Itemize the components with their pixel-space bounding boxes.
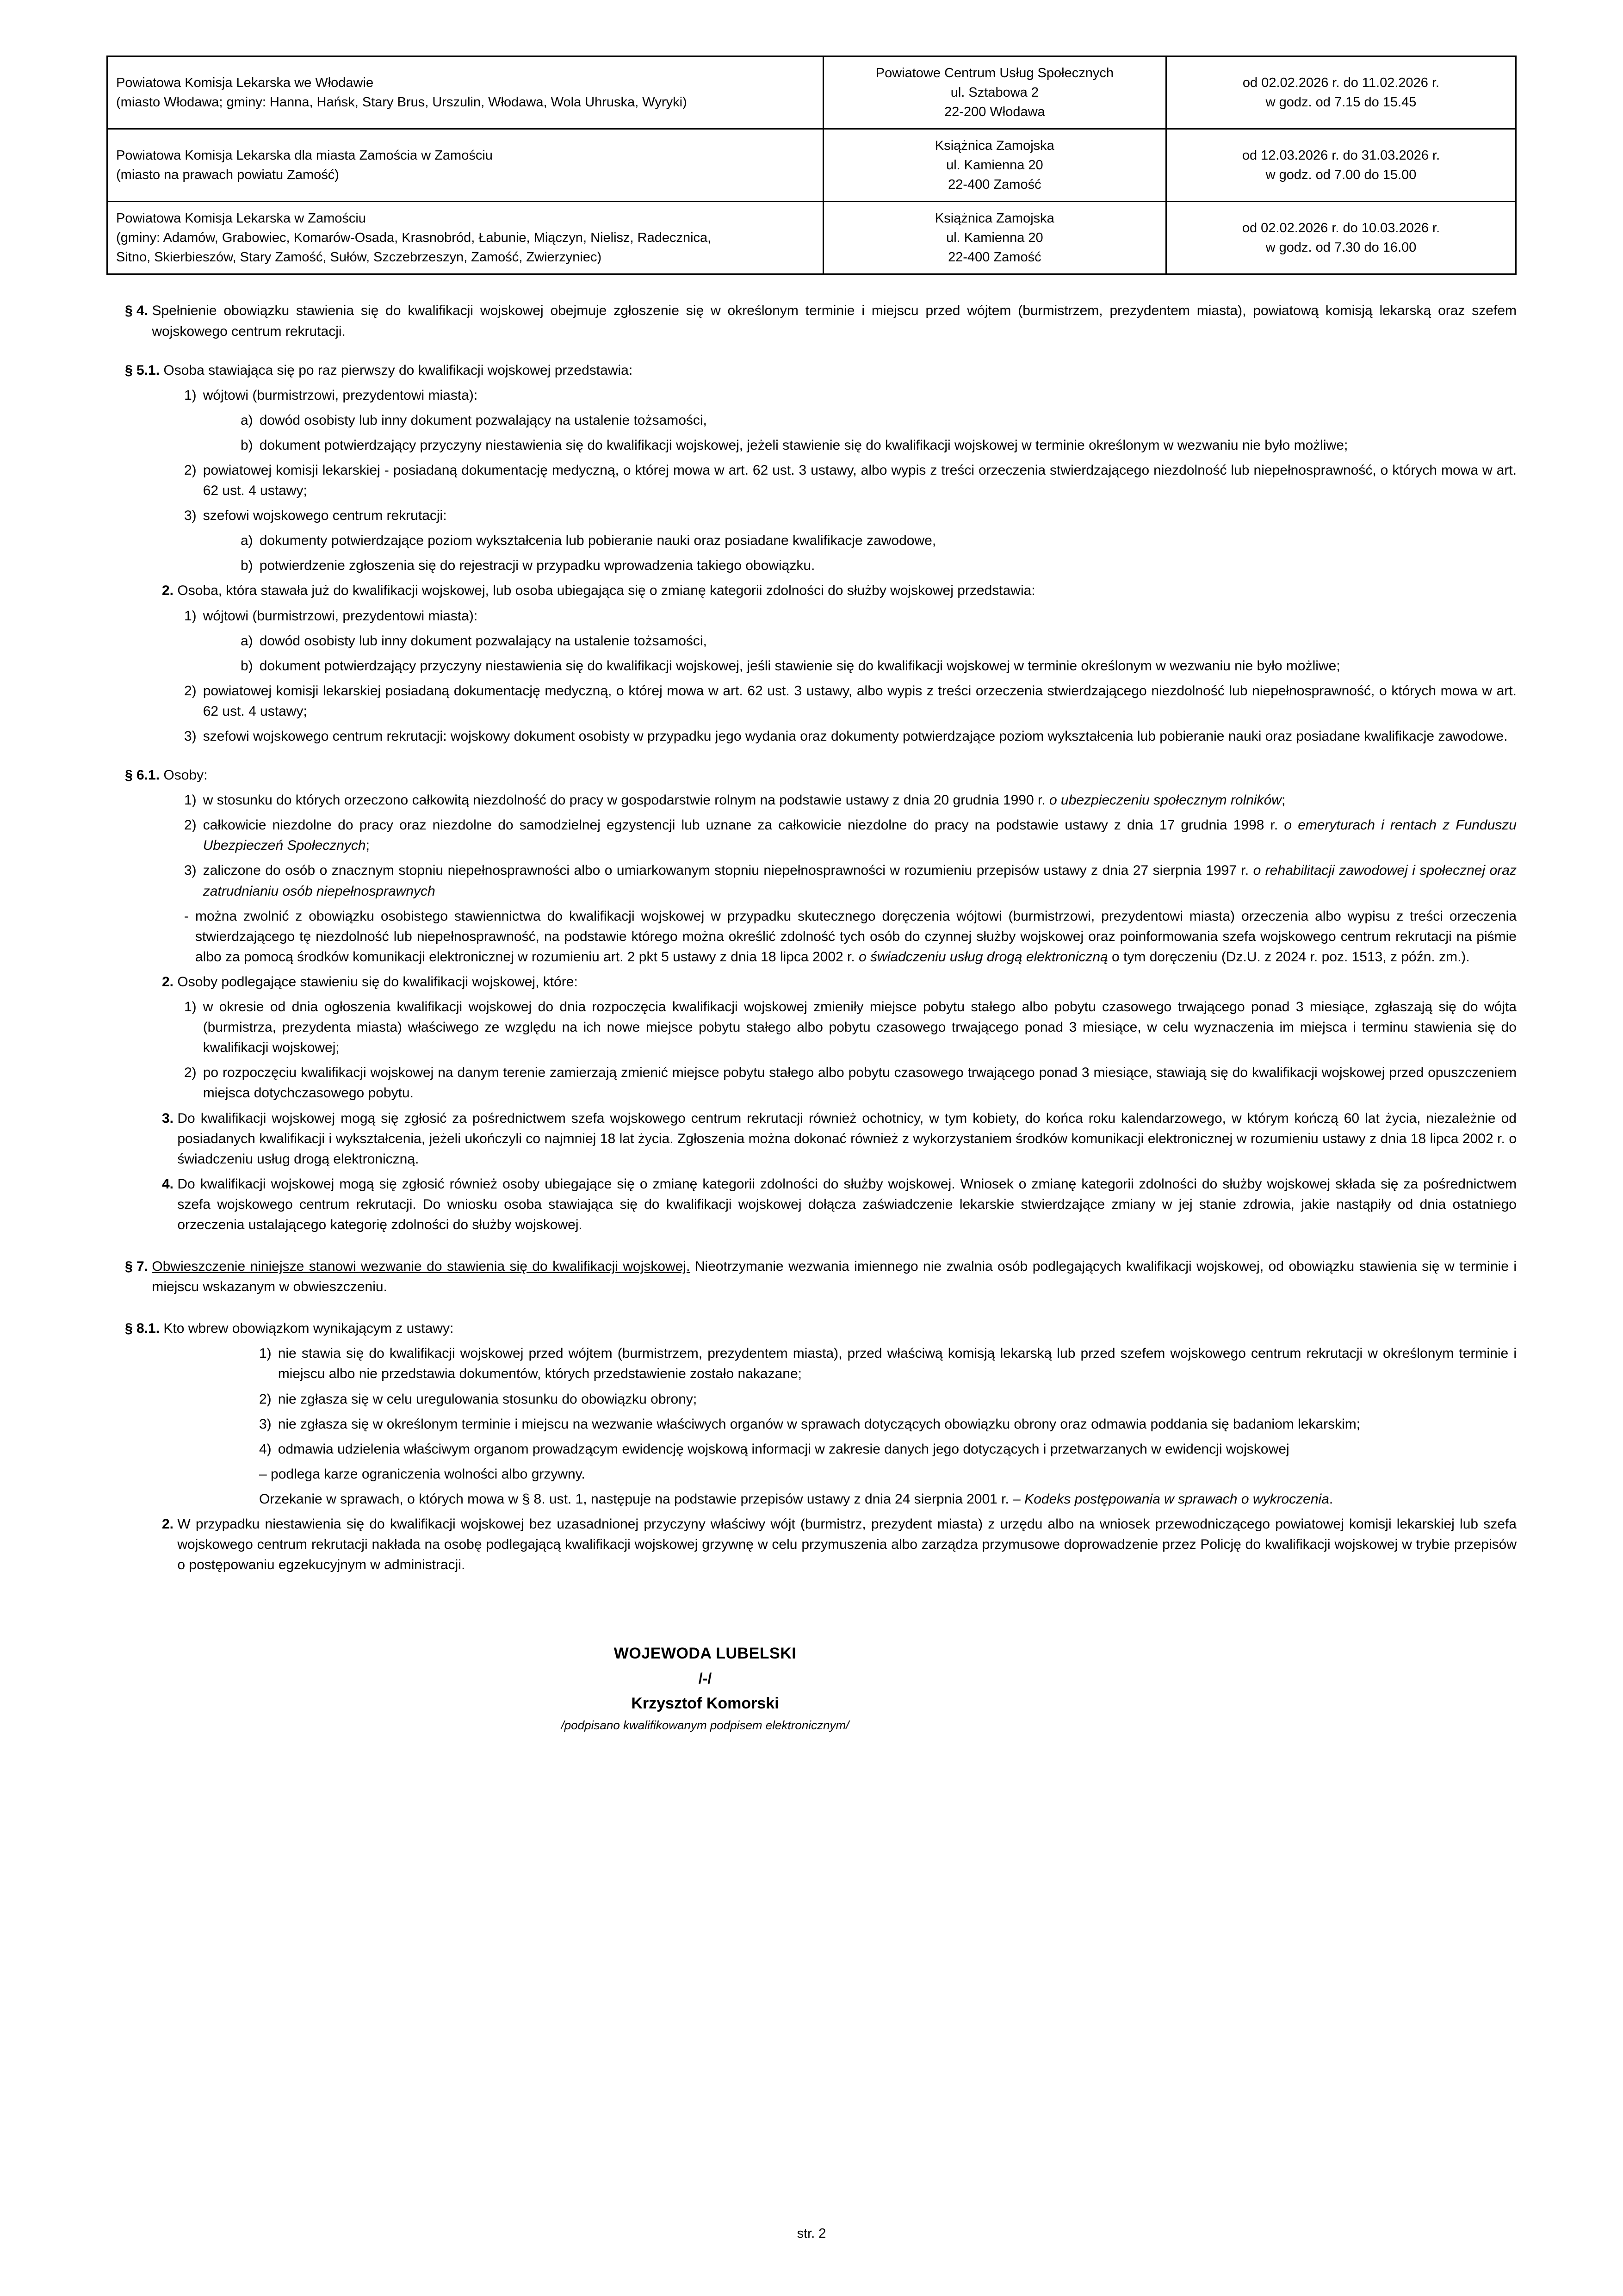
par-5-1-item-1a-text: dowód osobisty lub inny dokument pozwalający na ustalenie tożsamości, [259, 412, 707, 428]
par-8-1-lead-row [106, 1318, 1517, 1339]
par-6-1-item-3-text [197, 860, 1517, 901]
par-8-1-ruling-text [259, 1489, 1517, 1510]
par-7-row [106, 1256, 1517, 1297]
par-6-2-marker: 2. [162, 974, 174, 990]
par-6-1-item-1-text-b: ; [1281, 792, 1286, 808]
par-7-underlined-statement: Obwieszczenie niniejsze stanowi wezwanie do stawienia się do kwalifikacji wojskowej. [152, 1259, 690, 1275]
par-5-2-item-1-row [106, 606, 1517, 626]
par-5-1-item-3-row [106, 506, 1517, 526]
par-6-1-dash-text-b: o tym doręczeniu (Dz.U. z 2024 r. poz. 1513, z późn. zm.). [1108, 949, 1470, 965]
committee-name-line-2: (gminy: Adamów, Grabowiec, Komarów-Osada, Krasnobród, Łabunie, Miączyn, Nielisz, Radecznica, [116, 230, 712, 246]
par-5-1-item-1-text: wójtowi (burmistrzowi, prezydentowi miasta): [203, 387, 478, 403]
par-8-1-penalty-text: – podlega karze ograniczenia wolności albo grzywny. [259, 1466, 585, 1482]
section-par-6 [106, 765, 1517, 1235]
par-6-1-item-1-text [197, 790, 1517, 811]
par-5-2-lead-row [106, 581, 1517, 601]
par-5-2-item-1a-row [106, 631, 1517, 651]
par-5-1-item-1b-marker: b) [241, 437, 253, 453]
section-par-7 [106, 1256, 1517, 1297]
par-5-1-item-1-row [106, 385, 1517, 406]
par-5-1-lead-text: Osoba stawiająca się po raz pierwszy do kwalifikacji wojskowej przedstawia: [163, 362, 633, 378]
par-8-1-item-3-row [106, 1414, 1517, 1435]
committee-dates-line-2: w godz. od 7.30 do 16.00 [1265, 240, 1417, 255]
section-par-4 [106, 301, 1517, 341]
par-6-2-item-1-row [106, 997, 1517, 1058]
par-5-1-item-3-marker: 3) [184, 508, 197, 524]
signature-slash-mark: /-/ [698, 1670, 712, 1687]
par-6-1-item-2-act-title: o emeryturach i rentach z Funduszu Ubezpieczeń Społecznych [203, 817, 1517, 854]
committees-table [106, 56, 1517, 275]
par-6-1-item-1-row [106, 790, 1517, 811]
page-footer [0, 2226, 1623, 2241]
par-7-text [152, 1256, 1517, 1297]
par-5-2-item-1-marker: 1) [184, 608, 197, 624]
committee-place-cell [823, 202, 1166, 274]
committee-dates-cell [1166, 56, 1516, 129]
par-6-1-item-2-text-a: całkowicie niezdolne do pracy oraz niezdolne do samodzielnej egzystencji lub uznane za całkowicie niezdolne do pracy na podstawie ustawy z dnia 17 grudnia 1998 r. [203, 817, 1284, 833]
committee-place-line-2: ul. Kamienna 20 [946, 230, 1043, 246]
par-6-2-item-2-row [106, 1063, 1517, 1103]
par-6-2-lead-row [106, 972, 1517, 992]
committee-dates-line-1: od 02.02.2026 r. do 11.02.2026 r. [1242, 75, 1440, 91]
par-8-1-item-1-row [106, 1343, 1517, 1384]
par-8-1-ruling-act-title: Kodeks postępowania w sprawach o wykroczenia [1024, 1491, 1329, 1507]
page-number-label: str. 2 [797, 2226, 826, 2241]
par-8-1-ruling-text-a: Orzekanie w sprawach, o których mowa w § 8. ust. 1, następuje na podstawie przepisów ustawy z dnia 24 sierpnia 2001 r. – [259, 1491, 1025, 1507]
par-5-1-item-1a-marker: a) [241, 412, 253, 428]
par-6-1-item-3-row [106, 860, 1517, 901]
committee-name-cell [107, 56, 824, 129]
committee-name-line-3: Sitno, Skierbieszów, Stary Zamość, Sułów, Szczebrzeszyn, Zamość, Zwierzyniec) [116, 250, 602, 265]
par-5-1-lead-row [106, 360, 1517, 381]
par-5-2-item-2-text: powiatowej komisji lekarskiej posiadaną dokumentację medyczną, o której mowa w art. 62 ust. 3 ustawy, albo wypis z treści orzeczenia stwierdzającego niezdolność lub niepełnosprawność, o których mowa w art. 62 ust. 4 ustawy; [203, 683, 1517, 719]
par-5-2-item-2-row [106, 681, 1517, 722]
par-6-3-row [106, 1108, 1517, 1170]
par-5-1-item-3a-marker: a) [241, 533, 253, 549]
par-8-1-marker: § 8.1. [125, 1321, 160, 1337]
par-5-1-item-2-marker: 2) [184, 462, 197, 478]
par-4-text: Spełnienie obowiązku stawienia się do kwalifikacji wojskowej obejmuje zgłoszenie się w określonym terminie i miejscu przed wójtem (burmistrzem, prezydentem miasta), powiatową komisją lekarską oraz szefem wojskowego centrum rekrutacji. [152, 303, 1517, 339]
signatory-name: Krzysztof Komorski [631, 1695, 779, 1713]
committee-name-line-1: Powiatowa Komisja Lekarska we Włodawie [116, 75, 374, 91]
par-6-4-row [106, 1174, 1517, 1235]
par-5-2-item-1a-text: dowód osobisty lub inny dokument pozwalający na ustalenie tożsamości, [259, 633, 707, 649]
par-5-2-marker: 2. [162, 583, 174, 599]
par-8-1-lead-text: Kto wbrew obowiązkom wynikającym z ustawy: [163, 1321, 454, 1337]
committee-place-line-3: 22-200 Włodawa [944, 105, 1045, 120]
par-5-1-item-1-marker: 1) [184, 387, 197, 403]
par-5-1-item-3a-row [106, 531, 1517, 551]
section-par-8 [106, 1318, 1517, 1575]
par-6-1-item-1-marker: 1) [184, 792, 197, 808]
par-6-1-item-2-text-b: ; [365, 838, 370, 854]
committee-place-cell [823, 129, 1166, 202]
committee-name-line-2: (miasto Włodawa; gminy: Hanna, Hańsk, Stary Brus, Urszulin, Włodawa, Wola Uhruska, Wyryki) [116, 95, 687, 110]
par-5-2-item-3-marker: 3) [184, 729, 197, 744]
par-6-2-item-2-marker: 2) [184, 1065, 197, 1081]
committee-dates-line-2: w godz. od 7.00 do 15.00 [1265, 167, 1417, 183]
committee-dates-line-1: od 12.03.2026 r. do 31.03.2026 r. [1242, 148, 1440, 163]
par-8-1-item-4-marker: 4) [259, 1441, 272, 1457]
par-6-1-item-3-marker: 3) [184, 863, 197, 879]
par-5-2-item-1b-text: dokument potwierdzający przyczyny niestawienia się do kwalifikacji wojskowej, jeśli stawienie się do kwalifikacji wojskowej w terminie określonym w wezwaniu nie było możliwe; [259, 658, 1340, 674]
par-6-1-dash-text [189, 906, 1517, 967]
par-8-1-item-2-row [106, 1389, 1517, 1410]
committee-name-line-2: (miasto na prawach powiatu Zamość) [116, 167, 339, 183]
par-6-1-item-3-text-a: zaliczone do osób o znacznym stopniu niepełnosprawności albo o umiarkowanym stopniu niepełnosprawności w rozumieniu przepisów ustawy z dnia 27 sierpnia 1997 r. [203, 863, 1253, 879]
par-5-2-item-3-text: szefowi wojskowego centrum rekrutacji: wojskowy dokument osobisty w przypadku jego wydania oraz dokumenty potwierdzające poziom wykształcenia lub pobieranie nauki oraz posiadane kwalifikacje zawodowe. [203, 729, 1508, 744]
par-8-1-item-2-text: nie zgłasza się w celu uregulowania stosunku do obowiązku obrony; [278, 1391, 697, 1407]
committee-name-cell [107, 129, 824, 202]
par-5-2-item-3-row [106, 726, 1517, 747]
par-5-1-item-1b-row [106, 435, 1517, 456]
par-6-1-marker: § 6.1. [125, 767, 160, 783]
par-5-2-item-1a-marker: a) [241, 633, 253, 649]
par-5-1-item-3-text: szefowi wojskowego centrum rekrutacji: [203, 508, 447, 524]
par-8-1-item-3-marker: 3) [259, 1416, 272, 1432]
par-4-marker: § 4. [125, 303, 149, 319]
par-6-1-item-2-marker: 2) [184, 817, 197, 833]
committee-name-line-1: Powiatowa Komisja Lekarska w Zamościu [116, 211, 366, 226]
par-6-2-item-1-text: w okresie od dnia ogłoszenia kwalifikacji wojskowej do dnia rozpoczęcia kwalifikacji wojskowej zmieniły miejsce pobytu stałego albo pobytu czasowego trwającego ponad 3 miesiące, zgłaszają się do wójta (burmistrza, prezydenta miasta) właściwego ze względu na ich nowe miejsce pobytu stałego albo pobytu czasowego trwającego ponad 3 miesiące, w celu wyznaczenia im miejsca i terminu stawienia się do kwalifikacji wojskowej; [203, 999, 1517, 1056]
par-6-2-item-1-marker: 1) [184, 999, 197, 1015]
signatory-title: WOJEWODA LUBELSKI [613, 1645, 797, 1663]
par-6-1-lead-text: Osoby: [163, 767, 208, 783]
committee-name-line-1: Powiatowa Komisja Lekarska dla miasta Zamościa w Zamościu [116, 148, 493, 163]
par-5-2-lead-text: Osoba, która stawała już do kwalifikacji wojskowej, lub osoba ubiegająca się o zmianę kategorii zdolności do służby wojskowej przedstawia: [177, 583, 1035, 599]
par-5-1-item-3b-text: potwierdzenie zgłoszenia się do rejestracji w przypadku wprowadzenia takiego obowiązku. [259, 558, 815, 574]
par-6-2-lead-text: Osoby podlegające stawieniu się do kwalifikacji wojskowej, które: [177, 974, 578, 990]
committee-place-line-3: 22-400 Zamość [948, 177, 1041, 192]
par-5-1-marker: § 5.1. [125, 362, 160, 378]
par-6-1-dash-text-a: można zwolnić z obowiązku osobistego stawiennictwa do kwalifikacji wojskowej w przypadku skutecznego doręczenia wójtowi (burmistrzowi, prezydentowi miasta) orzeczenia albo wypisu z treści orzeczenia stwierdzającego tę niezdolność lub niepełnosprawność, na podstawie którego można określić zdolność tych osób do czynnej służby wojskowej oraz poinformowania szefa wojskowego centrum rekrutacji na piśmie albo za pomocą środków komunikacji elektronicznej w rozumieniu art. 2 pkt 5 ustawy z dnia 18 lipca 2002 r. [195, 908, 1517, 965]
par-5-2-item-2-marker: 2) [184, 683, 197, 699]
par-8-1-item-1-marker: 1) [259, 1346, 272, 1362]
par-8-1-item-3-text: nie zgłasza się w określonym terminie i miejscu na wezwanie właściwych organów w sprawach dotyczących obowiązku obrony oraz odmawia poddania się badaniom lekarskim; [278, 1416, 1361, 1432]
par-5-2-item-1-text: wójtowi (burmistrzowi, prezydentowi miasta): [203, 608, 478, 624]
table-row [107, 56, 1516, 129]
par-6-1-dash-row [106, 906, 1517, 967]
table-row [107, 202, 1516, 274]
committee-dates-cell [1166, 202, 1516, 274]
committee-place-line-2: ul. Sztabowa 2 [950, 85, 1039, 100]
par-5-1-item-3b-marker: b) [241, 558, 253, 574]
par-8-2-row [106, 1514, 1517, 1575]
par-6-1-dash-act-title: o świadczeniu usług drogą elektroniczną [859, 949, 1108, 965]
par-8-1-item-4-row [106, 1439, 1517, 1460]
par-8-1-penalty-row [106, 1464, 1517, 1485]
par-5-1-item-3b-row [106, 556, 1517, 576]
par-6-1-item-3-act-title: o rehabilitacji zawodowej i społecznej oraz zatrudnianiu osób niepełnosprawnych [203, 863, 1517, 899]
committee-place-cell [823, 56, 1166, 129]
par-8-1-item-4-text: odmawia udzielenia właściwym organom prowadzącym ewidencję wojskową informacji w zakresie danych jego dotyczących i przetwarzanych w ewidencji wojskowej [278, 1441, 1289, 1457]
committees-table-body [107, 56, 1516, 274]
table-row [107, 129, 1516, 202]
committee-dates-line-2: w godz. od 7.15 do 15.45 [1265, 95, 1417, 110]
par-5-1-item-2-row [106, 460, 1517, 501]
par-6-3-text: Do kwalifikacji wojskowej mogą się zgłosić za pośrednictwem szefa wojskowego centrum rekrutacji również ochotnicy, w tym kobiety, do końca roku kalendarzowego, w którym kończą 60 lat życia, niezależnie od posiadanych kwalifikacji i wykształcenia, jeżeli ukończyli co najmniej 18 lat życia. Zgłoszenia można dokonać również z wykorzystaniem środków komunikacji elektronicznej w rozumieniu ustawy z dnia 18 lipca 2002 r. o świadczeniu usług drogą elektroniczną. [177, 1110, 1517, 1167]
committee-place-line-1: Książnica Zamojska [935, 211, 1054, 226]
par-6-4-text: Do kwalifikacji wojskowej mogą się zgłosić również osoby ubiegające się o zmianę kategorii zdolności do służby wojskowej. Wniosek o zmianę kategorii zdolności do służby wojskowej składa się za pośrednictwem szefa wojskowego centrum rekrutacji. Do wniosku osoba stawiająca się do kwalifikacji wojskowej dołącza zaświadczenie lekarskie stwierdzające zmiany w jej stanie zdrowia, jakie nastąpiły od dnia ostatniego orzeczenia ustalającego kategorię zdolności do służby wojskowej. [177, 1176, 1517, 1232]
par-6-3-marker: 3. [162, 1110, 174, 1126]
electronic-signature-note: /podpisano kwalifikowanym podpisem elektronicznym/ [561, 1718, 849, 1733]
committee-place-line-2: ul. Kamienna 20 [946, 158, 1043, 173]
committee-place-line-3: 22-400 Zamość [948, 250, 1041, 265]
par-7-marker: § 7. [125, 1259, 149, 1275]
signature-block [106, 1645, 1517, 1733]
par-5-1-item-3a-text: dokumenty potwierdzające poziom wykształcenia lub pobieranie nauki oraz posiadane kwalifikacje zawodowe, [259, 533, 936, 549]
par-4-row [106, 301, 1517, 341]
par-6-1-item-2-text [197, 815, 1517, 856]
par-6-4-marker: 4. [162, 1176, 174, 1192]
par-8-1-ruling-row [106, 1489, 1517, 1510]
par-5-1-item-1b-text: dokument potwierdzający przyczyny niestawienia się do kwalifikacji wojskowej, jeżeli stawienie się do kwalifikacji wojskowej w terminie określonym w wezwaniu nie było możliwe; [259, 437, 1348, 453]
par-5-2-item-1b-row [106, 656, 1517, 676]
par-8-1-ruling-text-b: . [1329, 1491, 1333, 1507]
section-par-5 [106, 360, 1517, 747]
committee-dates-line-1: od 02.02.2026 r. do 10.03.2026 r. [1242, 221, 1440, 236]
par-8-1-item-2-marker: 2) [259, 1391, 272, 1407]
committee-dates-cell [1166, 129, 1516, 202]
par-5-1-item-2-text: powiatowej komisji lekarskiej - posiadaną dokumentację medyczną, o której mowa w art. 62 ust. 3 ustawy, albo wypis z treści orzeczenia stwierdzającego niezdolność lub niepełnosprawność, o których mowa w art. 62 ust. 4 ustawy; [203, 462, 1517, 499]
par-8-2-marker: 2. [162, 1516, 174, 1532]
par-8-1-item-1-text: nie stawia się do kwalifikacji wojskowej przed wójtem (burmistrzem, prezydentem miasta), przed właściwą komisją lekarską lub przed szefem wojskowego centrum rekrutacji w określonym terminie i miejscu albo nie przedstawia dokumentów, których przedstawienie zostało nakazane; [278, 1346, 1517, 1382]
committee-place-line-1: Książnica Zamojska [935, 138, 1054, 154]
par-5-1-item-1a-row [106, 410, 1517, 431]
par-6-1-item-1-text-a: w stosunku do których orzeczono całkowitą niezdolność do pracy w gospodarstwie rolnym na podstawie ustawy z dnia 20 grudnia 1990 r. [203, 792, 1050, 808]
par-6-1-item-1-act-title: o ubezpieczeniu społecznym rolników [1049, 792, 1282, 808]
par-8-2-text: W przypadku niestawienia się do kwalifikacji wojskowej bez uzasadnionej przyczyny właściwy wójt (burmistrz, prezydent miasta) z urzędu albo na wniosek przewodniczącego powiatowej komisji lekarskiej lub szefa wojskowego centrum rekrutacji nakłada na osobę podlegającą kwalifikacji wojskowej grzywnę w celu przymuszenia albo zarządza przymusowe doprowadzenie przez Policję do kwalifikacji wojskowej w trybie przepisów o postępowaniu egzekucyjnym w administracji. [177, 1516, 1517, 1573]
par-7-rest-text: Nieotrzymanie wezwania imiennego nie zwalnia osób podlegających kwalifikacji wojskowej, od obowiązku stawienia się w terminie i miejscu wskazanym w obwieszczeniu. [152, 1259, 1517, 1295]
par-6-1-item-2-row [106, 815, 1517, 856]
par-6-2-item-2-text: po rozpoczęciu kwalifikacji wojskowej na danym terenie zamierzają zmienić miejsce pobytu stałego albo pobytu czasowego trwającego ponad 3 miesiące, stawiają się do kwalifikacji wojskowej przed opuszczeniem miejsca dotychczasowego pobytu. [203, 1065, 1517, 1101]
par-6-1-dash-marker: - [184, 908, 189, 924]
committee-name-cell [107, 202, 824, 274]
par-5-2-item-1b-marker: b) [241, 658, 253, 674]
par-6-1-lead-row [106, 765, 1517, 786]
committee-place-line-1: Powiatowe Centrum Usług Społecznych [875, 66, 1114, 80]
